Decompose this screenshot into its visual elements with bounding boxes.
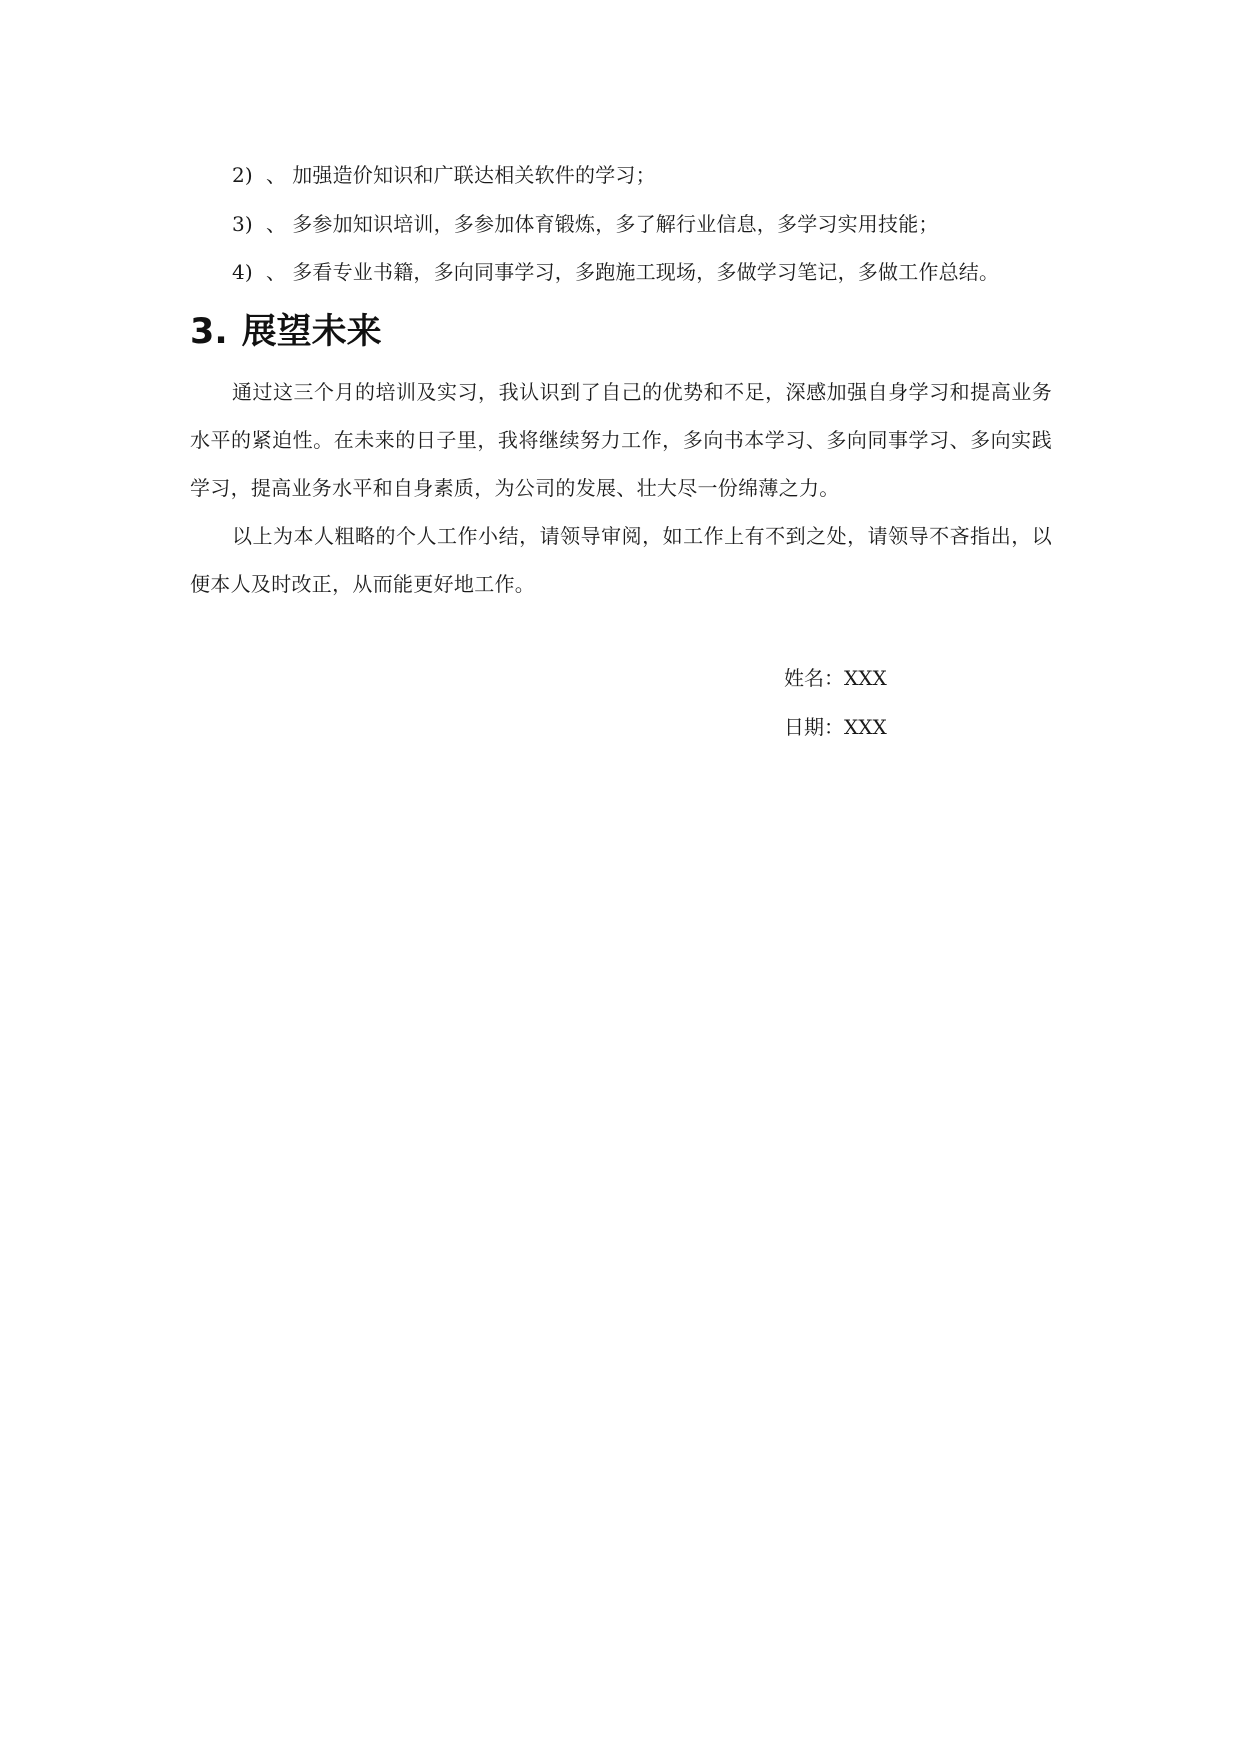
- signature-name-label: 姓名：: [784, 666, 844, 690]
- signature-date-value: XXX: [844, 715, 887, 739]
- list-item-separator: 、: [266, 260, 287, 284]
- list-item: [232, 160, 656, 190]
- body-paragraph: 以上为本人粗略的个人工作小结，请领导审阅，如工作上有不到之处，请领导不吝指出，以便本人及时改正，从而能更好地工作。: [190, 524, 1052, 596]
- list-item: [232, 209, 939, 239]
- list-item-text: 加强造价知识和广联达相关软件的学习；: [292, 163, 656, 187]
- section-number: 3.: [190, 312, 228, 352]
- list-item-separator: 、: [266, 163, 287, 187]
- body-paragraph: 通过这三个月的培训及实习，我认识到了自己的优势和不足，深感加强自身学习和提高业务水平的紧迫性。在未来的日子里，我将继续努力工作，多向书本学习、多向同事学习、多向实践学习，提高业务水平和自身素质，为公司的发展、壮大尽一份绵薄之力。: [190, 380, 1052, 500]
- section-heading: [190, 308, 382, 356]
- list-item-separator: 、: [266, 212, 287, 236]
- section-title: 展望未来: [241, 312, 382, 352]
- list-item-number: 4): [232, 260, 253, 284]
- signature-name: [784, 663, 887, 693]
- signature-date-label: 日期：: [784, 715, 844, 739]
- list-item-number: 2): [232, 163, 253, 187]
- list-item: [232, 257, 999, 287]
- list-item-number: 3): [232, 212, 253, 236]
- signature-date: [784, 712, 887, 742]
- list-item-text: 多参加知识培训，多参加体育锻炼，多了解行业信息，多学习实用技能；: [292, 212, 939, 236]
- list-item-text: 多看专业书籍，多向同事学习，多跑施工现场，多做学习笔记，多做工作总结。: [292, 260, 1000, 284]
- signature-name-value: XXX: [844, 666, 887, 690]
